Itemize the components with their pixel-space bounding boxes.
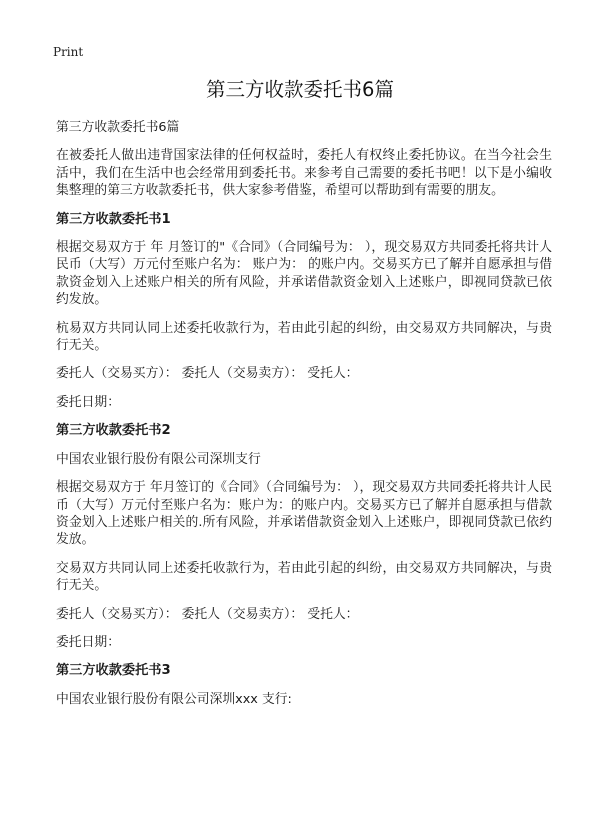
section-heading: 第三方收款委托书2	[56, 423, 171, 439]
section-agreement: 杭易双方共同认同上述委托收款行为，若由此引起的纠纷，由交易双方共同解决，与贵行无关。	[56, 320, 552, 354]
subtitle: 第三方收款委托书6篇	[56, 120, 180, 135]
section-parties: 委托人（交易买方）： 委托人（交易卖方）： 受托人：	[56, 606, 359, 622]
section-date: 委托日期：	[56, 394, 120, 410]
section-bank: 中国农业银行股份有限公司深圳xxx 支行:	[56, 691, 292, 707]
section-bank: 中国农业银行股份有限公司深圳支行	[56, 451, 261, 467]
section-body: 根据交易双方于 年 月签订的"《合同》（合同编号为： ），现交易双方共同委托将共计人民币（大写）万元付至账户名为： 账户为： 的账户内。交易买方已了解并自愿承担与借款资金划入上述账户相关的所有风险，并承诺借款资金划入上述账户，即视同贷款已依约发放。	[56, 240, 552, 308]
document-body	[56, 119, 552, 719]
section-agreement: 交易双方共同认同上述委托收款行为，若由此引起的纠纷，由交易双方共同解决，与贵行无关。	[56, 560, 552, 594]
section-heading: 第三方收款委托书1	[56, 211, 171, 227]
section-parties: 委托人（交易买方）： 委托人（交易卖方）： 受托人：	[56, 366, 359, 382]
section-date: 委托日期：	[56, 634, 120, 650]
print-link[interactable]: Print	[53, 45, 84, 59]
section-2	[56, 422, 552, 651]
section-1	[56, 211, 552, 412]
document-title: 第三方收款委托书6篇	[206, 78, 394, 101]
section-3	[56, 662, 552, 708]
intro-paragraph: 在被委托人做出违背国家法律的任何权益时，委托人有权终止委托协议。在当今社会生活中，我们在生活中也会经常用到委托书。来参考自己需要的委托书吧！以下是小编收集整理的第三方收款委托书，供大家参考借鉴，希望可以帮助到有需要的朋友。	[56, 148, 552, 199]
section-body: 根据交易双方于 年月签订的《合同》（合同编号为： ），现交易双方共同委托将共计人民币（大写）万元付至账户名为：账户为：的账户内。交易买方已了解并自愿承担与借款资金划入上述账户相关的.所有风险，并承诺借款资金划入上述账户，即视同贷款已依约发放。	[56, 480, 552, 548]
section-heading: 第三方收款委托书3	[56, 663, 171, 679]
